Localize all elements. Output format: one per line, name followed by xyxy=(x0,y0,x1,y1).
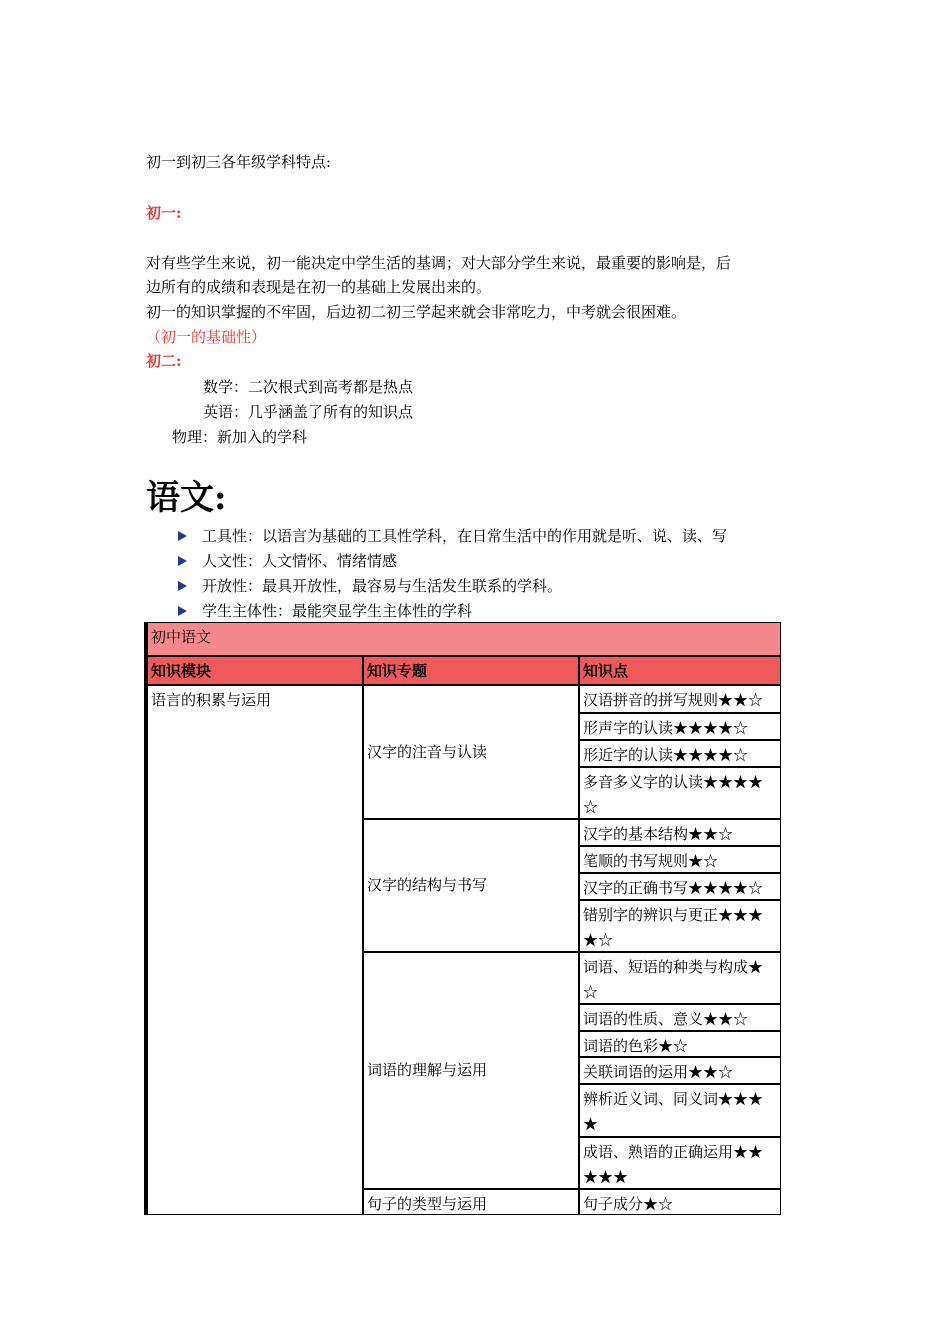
table-cell-point: 辨析近义词、同义词★★★★ xyxy=(579,1084,781,1137)
table-cell-point: 词语、短语的种类与构成★☆ xyxy=(579,952,781,1004)
table-header-module: 知识模块 xyxy=(147,656,363,685)
chinese-bullet: 人文性：人文情怀、情绪情感 xyxy=(202,552,398,570)
table-header-point: 知识点 xyxy=(579,656,781,685)
table-cell-point: 笔顺的书写规则★☆ xyxy=(579,846,781,873)
table-cell-topic xyxy=(363,819,579,952)
table-cell-point: 汉语拼音的拼写规则★★☆ xyxy=(579,685,781,713)
grade2-item-math: 数学：二次根式到高考都是热点 xyxy=(203,378,414,396)
topic-label: 汉字的结构与书写 xyxy=(367,876,488,894)
chinese-bullet: 开放性：最具开放性，最容易与生活发生联系的学科。 xyxy=(202,577,563,595)
table-cell-point: 词语的性质、意义★★☆ xyxy=(579,1004,781,1031)
table-cell-topic: 句子的类型与运用 xyxy=(363,1189,579,1215)
table-cell-point: 形近字的认读★★★★☆ xyxy=(579,740,781,767)
chinese-bullet: 工具性：以语言为基础的工具性学科，在日常生活中的作用就是听、说、读、写 xyxy=(202,527,728,545)
triangle-bullet-icon xyxy=(178,581,187,591)
table-cell-point: 错别字的辨识与更正★★★★☆ xyxy=(579,900,781,952)
grade1-paragraph-line1: 对有些学生来说，初一能决定中学生活的基调；对大部分学生来说，最重要的影响是，后 xyxy=(146,254,732,272)
table-cell-point: 关联词语的运用★★☆ xyxy=(579,1057,781,1084)
table-cell-point: 形声字的认读★★★★☆ xyxy=(579,713,781,740)
grade2-item-english: 英语：几乎涵盖了所有的知识点 xyxy=(203,403,414,421)
triangle-bullet-icon xyxy=(178,606,187,616)
grade1-paragraph-line2: 边所有的成绩和表现是在初一的基础上发展出来的。 xyxy=(146,278,492,296)
topic-label: 汉字的注音与认读 xyxy=(367,742,488,761)
grade1-paragraph-2: 初一的知识掌握的不牢固，后边初二初三学起来就会非常吃力，中考就会很困难。 xyxy=(146,303,687,321)
triangle-bullet-icon xyxy=(178,531,187,541)
table-cell-topic xyxy=(363,952,579,1189)
table-cell-topic xyxy=(363,685,579,819)
chinese-bullet: 学生主体性：最能突显学生主体性的学科 xyxy=(202,602,473,620)
table-cell-point: 汉字的正确书写★★★★☆ xyxy=(579,873,781,900)
table-header-topic: 知识专题 xyxy=(363,656,579,685)
grade2-item-physics: 物理：新加入的学科 xyxy=(172,428,308,446)
table-cell-point: 句子成分★☆ xyxy=(579,1189,781,1215)
intro-text: 初一到初三各年级学科特点: xyxy=(146,153,332,171)
chinese-knowledge-table xyxy=(144,622,784,1215)
table-cell-point: 多音多义字的认读★★★★☆ xyxy=(579,767,781,819)
grade1-note: （初一的基础性） xyxy=(146,328,267,346)
grade2-heading: 初二: xyxy=(146,352,182,370)
table-cell-point: 词语的色彩★☆ xyxy=(579,1031,781,1057)
table-cell-point: 汉字的基本结构★★☆ xyxy=(579,819,781,846)
chinese-heading: 语文: xyxy=(146,478,227,518)
table-title: 初中语文 xyxy=(147,622,781,656)
grade1-heading: 初一: xyxy=(146,204,182,222)
topic-label: 词语的理解与运用 xyxy=(367,1061,488,1079)
table-cell-module: 语言的积累与运用 xyxy=(147,685,363,1215)
table-cell-point: 成语、熟语的正确运用★★★★★ xyxy=(579,1137,781,1189)
triangle-bullet-icon xyxy=(178,556,187,566)
